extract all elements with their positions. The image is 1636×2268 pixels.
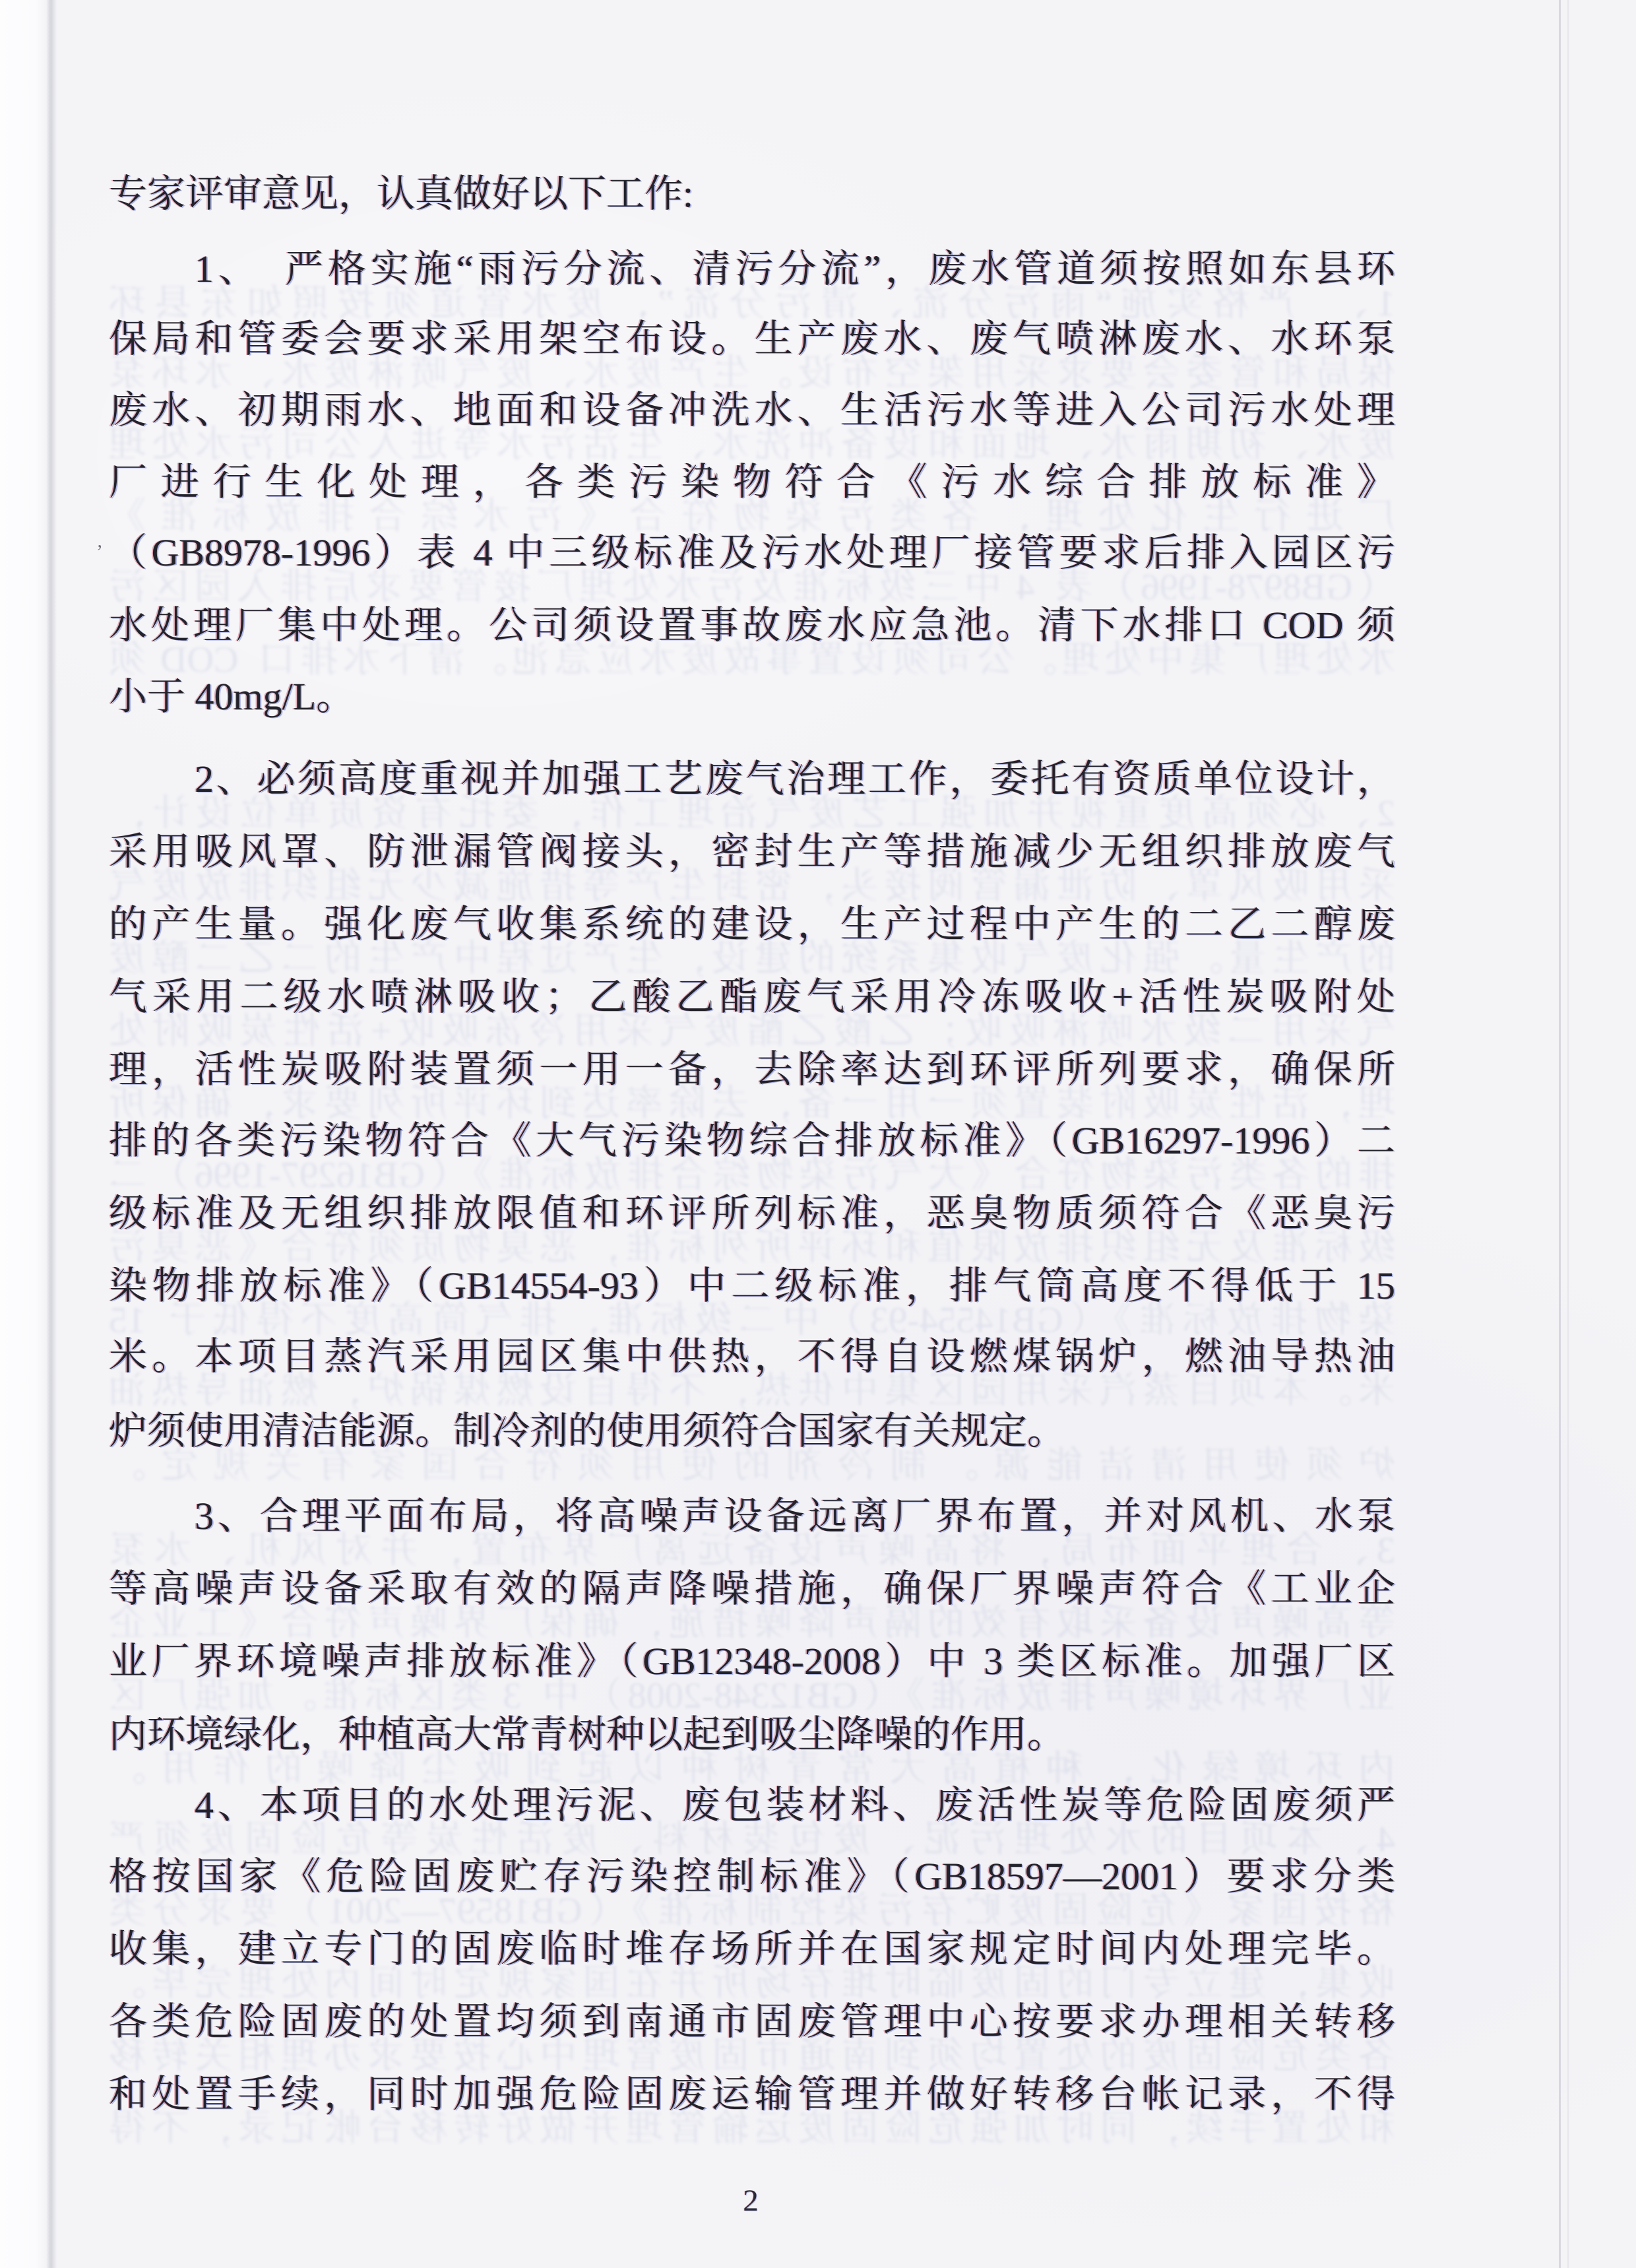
text-line: 1、 严格实施“雨污分流、清污分流”，废水管道须按照如东县环 <box>195 247 1395 290</box>
bleedthrough-ghost-line: 厂进行生化处理，各类污染物符合《污水综合排放标准》 <box>109 496 1395 537</box>
bleedthrough-ghost-line: 保局和管委会要求采用架空布设。生产废水、废气喷淋废水、水环泵 <box>109 353 1395 394</box>
bleedthrough-ghost-line: 1、 严格实施“雨污分流、清污分流”，废水管道须按照如东县环 <box>109 283 1395 324</box>
bleedthrough-ghost-line: 3、合理平面布局，将高噪声设备远离厂界布置，并对风机、水泵 <box>109 1530 1395 1571</box>
text-line: 4、本项目的水处理污泥、废包装材料、废活性炭等危险固废须严 <box>195 1784 1395 1827</box>
page-number: 2 <box>743 2184 759 2218</box>
text-line: 业厂界环境噪声排放标准》（GB12348-2008）中 3 类区标准。加强厂区 <box>109 1640 1395 1683</box>
bleedthrough-ghost-line: 格按国家《危险固废贮存污染控制标准》（GB18597—2001）要求分类 <box>109 1891 1395 1931</box>
bleedthrough-ghost-line: 等高噪声设备采取有效的隔声降噪措施，确保厂界噪声符合《工业企 <box>109 1603 1395 1644</box>
text-line: 收集，建立专门的固废临时堆存场所并在国家规定时间内处理完毕。 <box>109 1928 1395 1970</box>
text-line: 级标准及无组织排放限值和环评所列标准，恶臭物质须符合《恶臭污 <box>109 1192 1395 1235</box>
bleedthrough-ghost-line: 理，活性炭吸附装置须一用一备，去除率达到环评所列要求，确保所 <box>109 1084 1395 1124</box>
text-line: 采用吸风罩、防泄漏管阀接头，密封生产等措施减少无组织排放废气 <box>109 830 1395 873</box>
bleedthrough-ghost-line: 米。本项目蒸汽采用园区集中供热，不得自设燃煤锅炉，燃油导热油 <box>109 1371 1395 1411</box>
text-line: （GB8978-1996）表 4 中三级标准及污水处理厂接管要求后排入园区污 <box>109 531 1395 574</box>
bleedthrough-ghost-line: 气采用二级水喷淋吸收；乙酸乙酯废气采用冷冻吸收+活性炭吸附处 <box>109 1011 1395 1052</box>
text-line: 2、必须高度重视并加强工艺废气治理工作，委托有资质单位设计， <box>195 758 1395 800</box>
text-line: 小于 40mg/L。 <box>109 675 355 718</box>
bleedthrough-ghost-line: 内环境绿化，种植高大常青树种以起到吸尘降噪的作用。 <box>109 1749 1395 1790</box>
text-line: 的产生量。强化废气收集系统的建设，生产过程中产生的二乙二醇废 <box>109 903 1395 946</box>
text-line: 气采用二级水喷淋吸收；乙酸乙酯废气采用冷冻吸收+活性炭吸附处 <box>109 975 1395 1018</box>
bleedthrough-ghost-line: 4、本项目的水处理污泥、废包装材料、废活性炭等危险固废须严 <box>109 1819 1395 1860</box>
text-line: 保局和管委会要求采用架空布设。生产废水、废气喷淋废水、水环泵 <box>109 317 1395 360</box>
text-line: 内环境绿化，种植高大常青树种以起到吸尘降噪的作用。 <box>109 1713 1066 1756</box>
bleedthrough-ghost-line: 排的各类污染物符合《大气污染物综合排放标准》（GB16297-1996）二 <box>109 1155 1395 1196</box>
text-line: 排的各类污染物符合《大气污染物综合排放标准》（GB16297-1996）二 <box>109 1119 1395 1162</box>
bleedthrough-ghost-line: 级标准及无组织排放限值和环评所列标准，恶臭物质须符合《恶臭污 <box>109 1227 1395 1268</box>
bleedthrough-ghost-line: 染物排放标准》（GB14554-93）中二级标准，排气筒高度不得低于 15 <box>109 1300 1395 1341</box>
text-line: 水处理厂集中处理。公司须设置事故废水应急池。清下水排口 COD 须 <box>109 604 1395 647</box>
bleedthrough-ghost-line: 各类危险固废的处置均须到南通市固废管理中心按要求办理相关转移 <box>109 2036 1395 2077</box>
text-line: 厂进行生化处理，各类污染物符合《污水综合排放标准》 <box>109 461 1395 503</box>
bleedthrough-ghost-line: 水处理厂集中处理。公司须设置事故废水应急池。清下水排口 COD 须 <box>109 639 1395 680</box>
text-line: 炉须使用清洁能源。制冷剂的使用须符合国家有关规定。 <box>109 1409 1066 1452</box>
scan-artifact: ʼ <box>96 541 103 563</box>
text-line: 废水、初期雨水、地面和设备冲洗水、生活污水等进入公司污水处理 <box>109 389 1395 432</box>
text-line: 等高噪声设备采取有效的隔声降噪措施，确保厂界噪声符合《工业企 <box>109 1567 1395 1610</box>
text-line: 和处置手续，同时加强危险固废运输管理并做好转移台帐记录，不得 <box>109 2073 1395 2116</box>
bleedthrough-ghost-line: 采用吸风罩、防泄漏管阀接头，密封生产等措施减少无组织排放废气 <box>109 866 1395 907</box>
bleedthrough-ghost-line: 收集，建立专门的固废临时堆存场所并在国家规定时间内处理完毕。 <box>109 1963 1395 2004</box>
bleedthrough-ghost-line: 和处置手续，同时加强危险固废运输管理并做好转移台帐记录，不得 <box>109 2108 1395 2149</box>
text-line: 理，活性炭吸附装置须一用一备，去除率达到环评所列要求，确保所 <box>109 1048 1395 1091</box>
text-line: 染物排放标准》（GB14554-93）中二级标准，排气筒高度不得低于 15 <box>109 1264 1395 1307</box>
bleedthrough-ghost-line: 2、必须高度重视并加强工艺废气治理工作，委托有资质单位设计， <box>109 793 1395 834</box>
text-line: 米。本项目蒸汽采用园区集中供热，不得自设燃煤锅炉，燃油导热油 <box>109 1335 1395 1378</box>
text-line: 3、合理平面布局，将高噪声设备远离厂界布置，并对风机、水泵 <box>195 1495 1395 1538</box>
bleedthrough-ghost-line: 的产生量。强化废气收集系统的建设，生产过程中产生的二乙二醇废 <box>109 938 1395 979</box>
bleedthrough-ghost-line: 废水、初期雨水、地面和设备冲洗水、生活污水等进入公司污水处理 <box>109 424 1395 465</box>
bleedthrough-ghost-line: （GB8978-1996）表 4 中三级标准及污水处理厂接管要求后排入园区污 <box>109 567 1395 608</box>
text-line: 各类危险固废的处置均须到南通市固废管理中心按要求办理相关转移 <box>109 2000 1395 2043</box>
bleedthrough-ghost-line: 业厂界环境噪声排放标准》（GB12348-2008）中 3 类区标准。加强厂区 <box>109 1675 1395 1716</box>
bleedthrough-ghost-line: 炉须使用清洁能源。制冷剂的使用须符合国家有关规定。 <box>109 1445 1395 1486</box>
text-line: 专家评审意见，认真做好以下工作: <box>109 172 694 215</box>
text-line: 格按国家《危险固废贮存污染控制标准》（GB18597—2001）要求分类 <box>109 1855 1395 1898</box>
